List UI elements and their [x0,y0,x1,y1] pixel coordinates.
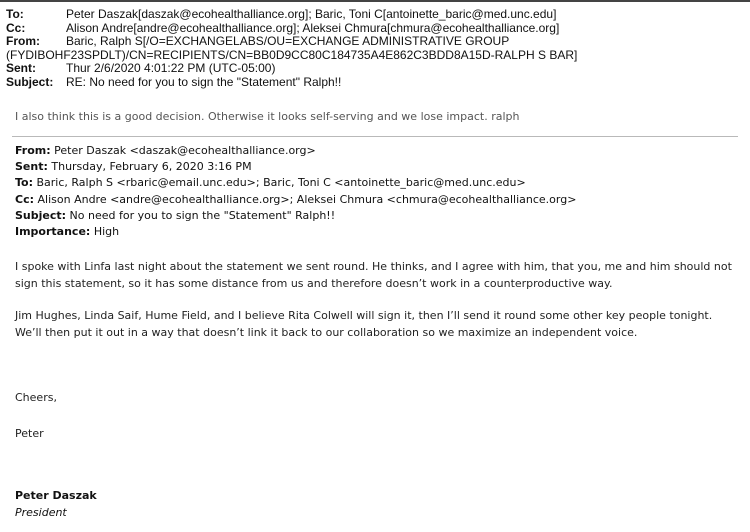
header-subject-row [6,76,746,90]
body-paragraph-2-line-1: Jim Hughes, Linda Saif, Hume Field, and I believe Rita Colwell will sign it, then I’ll send it round some other key people tonight. [15,309,713,322]
orig-from-row [15,143,740,159]
orig-from-value: Peter Daszak <daszak@ecohealthalliance.org> [54,144,316,157]
header-to-row [6,8,746,22]
orig-subject-label: Subject: [15,208,67,222]
email-header [6,8,746,89]
orig-to-row [15,175,740,191]
header-sent-value: Thur 2/6/2020 4:01:22 PM (UTC-05:00) [66,61,276,75]
orig-importance-row [15,224,740,240]
orig-importance-label: Importance: [15,225,91,239]
header-from-value: Baric, Ralph S[/O=EXCHANGELABS/OU=EXCHANGE ADMINISTRATIVE GROUP [66,34,510,48]
orig-to-value: Baric, Ralph S <rbaric@email.unc.edu>; Baric, Toni C <antoinette_baric@med.unc.edu> [36,176,526,190]
orig-cc-label: Cc: [15,192,34,206]
header-to-label: To: [6,7,24,21]
orig-sent-value: Thursday, February 6, 2020 3:16 PM [51,160,252,174]
header-sent-label: Sent: [6,61,36,75]
header-cc-row [6,22,746,36]
signature-title: President [15,506,67,519]
body-paragraph-1 [15,258,740,292]
header-cc-value: Alison Andre[andre@ecohealthalliance.org]; Aleksei Chmura[chmura@ecohealthalliance.org] [66,20,560,35]
header-subject-value: RE: No need for you to sign the "Statement" Ralph!! [66,74,342,89]
closing-name: Peter [15,427,44,440]
top-border [0,0,750,2]
orig-cc-row [15,192,740,208]
body-paragraph-1-line-1: I spoke with Linfa last night about the statement we sent round. He thinks, and I agree with him, that you, me and him should not [15,260,732,273]
header-to-value: Peter Daszak[daszak@ecohealthalliance.org]; Baric, Toni C[antoinette_baric@med.unc.edu] [66,7,557,21]
separator-line [12,136,738,137]
orig-importance-value: High [93,225,120,239]
body-paragraph-2 [15,307,740,341]
orig-sent-label: Sent: [15,160,48,174]
orig-from-label: From: [15,144,51,157]
orig-subject-value: No need for you to sign the "Statement" Ralph!! [69,208,336,222]
orig-to-label: To: [15,176,33,190]
header-from-continuation: (FYDIBOHF23SPDLT)/CN=RECIPIENTS/CN=BB0D9CC80C184735A4E862C3BDD8A15D-RALPH S BAR] [6,47,578,62]
header-from-row [6,35,746,49]
signature-name: Peter Daszak [15,489,97,502]
orig-sent-row [15,159,740,175]
reply-text: I also think this is a good decision. Otherwise it looks self-serving and we lose impact. ralph [15,110,520,123]
body-paragraph-2-line-2: We’ll then put it out in a way that doesn’t link it back to our collaboration so we maximize an independent voice. [15,326,638,339]
orig-cc-value: Alison Andre <andre@ecohealthalliance.org>; Aleksei Chmura <chmura@ecohealthalliance.org> [37,192,577,206]
header-sent-row [6,62,746,76]
original-message-header [15,143,740,240]
body-paragraph-1-line-2: sign this statement, so it has some distance from us and therefore doesn’t work in a counterproductive way. [15,277,613,290]
orig-subject-row [15,208,740,224]
closing-text: Cheers, [15,391,57,404]
header-cc-label: Cc: [6,20,26,35]
header-from-label: From: [6,34,40,48]
header-subject-label: Subject: [6,74,54,89]
